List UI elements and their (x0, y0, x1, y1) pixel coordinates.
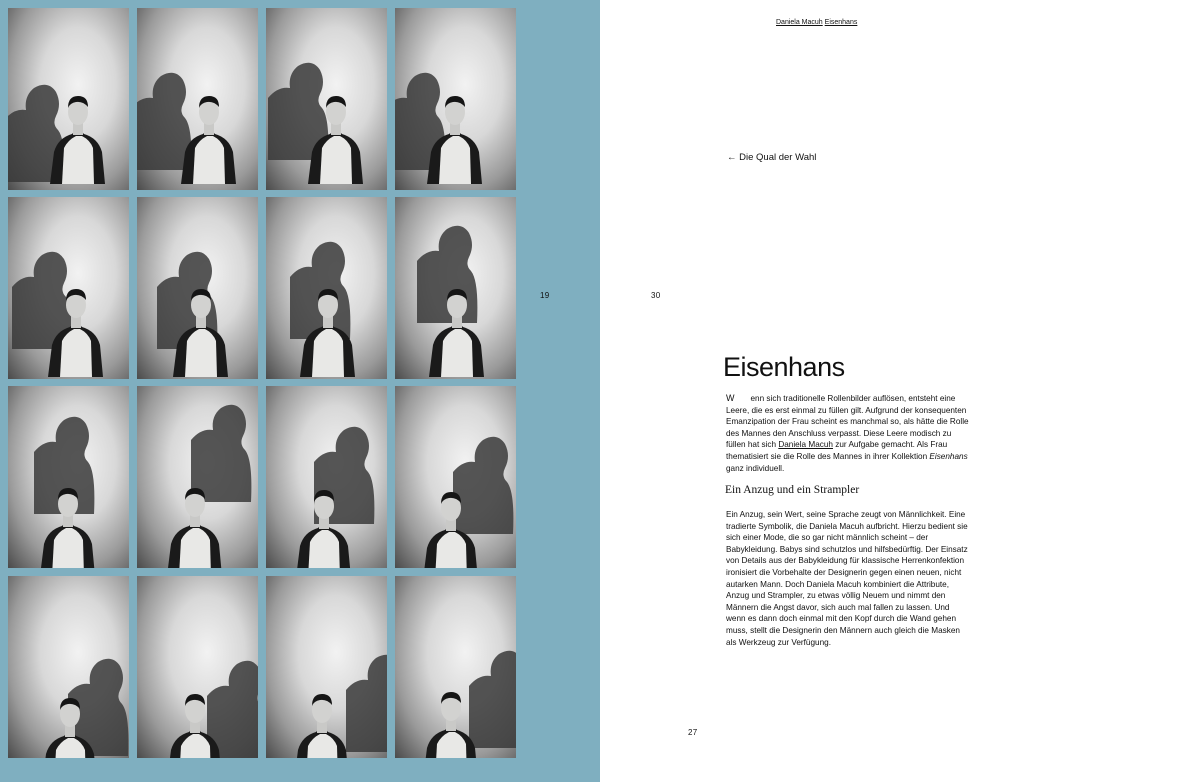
collection-name: Eisenhans (929, 451, 968, 461)
article-subheading: Ein Anzug und ein Strampler (725, 484, 860, 496)
running-head-author[interactable]: Daniela Macuh (776, 19, 823, 26)
article-title: Eisenhans (723, 352, 845, 382)
portrait-photo (266, 8, 387, 190)
portrait-photo (395, 386, 516, 568)
portrait-photo (266, 386, 387, 568)
portrait-photo (395, 576, 516, 758)
portrait-photo (8, 386, 129, 568)
intro-text-1: enn sich traditionelle Rollenbilder auflösen, entsteht eine Leere, die es erst einmal zu füllen gilt. Aufgrund der konsequenten Emanzipation der Frau scheint es manchmal so, als hätte die Rolle des Mannes den Anschluss verpasst. Diese Leere modisch zu füllen hat sich (726, 394, 969, 450)
page-number-left: 19 (540, 291, 550, 300)
portrait-photo (8, 576, 129, 758)
right-page-article (600, 0, 1200, 782)
page-number-right-bottom: 27 (688, 728, 698, 737)
portrait-photo (137, 197, 258, 379)
portrait-photo (395, 197, 516, 379)
running-head (776, 19, 857, 26)
running-head-title[interactable]: Eisenhans (824, 19, 858, 26)
portrait-photo (395, 8, 516, 190)
portrait-photo (137, 8, 258, 190)
intro-dropcap: W (726, 393, 735, 403)
intro-text-3: ganz individuell. (726, 463, 785, 473)
portrait-photo (266, 197, 387, 379)
portrait-photo (8, 8, 129, 190)
portrait-photo (137, 386, 258, 568)
article-intro (726, 393, 970, 474)
designer-link[interactable]: Daniela Macuh (778, 440, 833, 450)
back-link[interactable]: ← Die Qual der Wahl (727, 152, 817, 163)
portrait-photo (137, 576, 258, 758)
page-number-right-top: 30 (651, 291, 661, 300)
portrait-photo (8, 197, 129, 379)
intro-text-2: zur Aufgabe gemacht. Als Frau thematisiert sie die Rolle des Mannes in ihrer Kollektion (726, 440, 948, 461)
article-body: Ein Anzug, sein Wert, seine Sprache zeugt von Männlichkeit. Eine tradierte Symbolik, die Daniela Macuh aufbricht. Hierzu bedient sie sich einer Mode, die so gar nicht männlich scheint – der Babykleidung. Babys sind schutzlos und hilfsbedürftig. Der Einsatz von Details aus der Babykleidung für klassische Herrenkonfektion ironisiert die Vorbehalte der Designerin gegen einen neuen, nicht autarken Mann. Doch Daniela Macuh kombiniert die Attribute, Anzug und Strampler, zu etwas völlig Neuem und nimmt den Männern die Angst davor, sich auch mal fallen zu lassen. Und wenn es dann doch einmal mit den Kopf durch die Wand gehen muss, stellt die Designerin den Männern auch gleich die Masken als Werkzeug zur Verfügung. (726, 510, 968, 647)
portrait-photo (266, 576, 387, 758)
